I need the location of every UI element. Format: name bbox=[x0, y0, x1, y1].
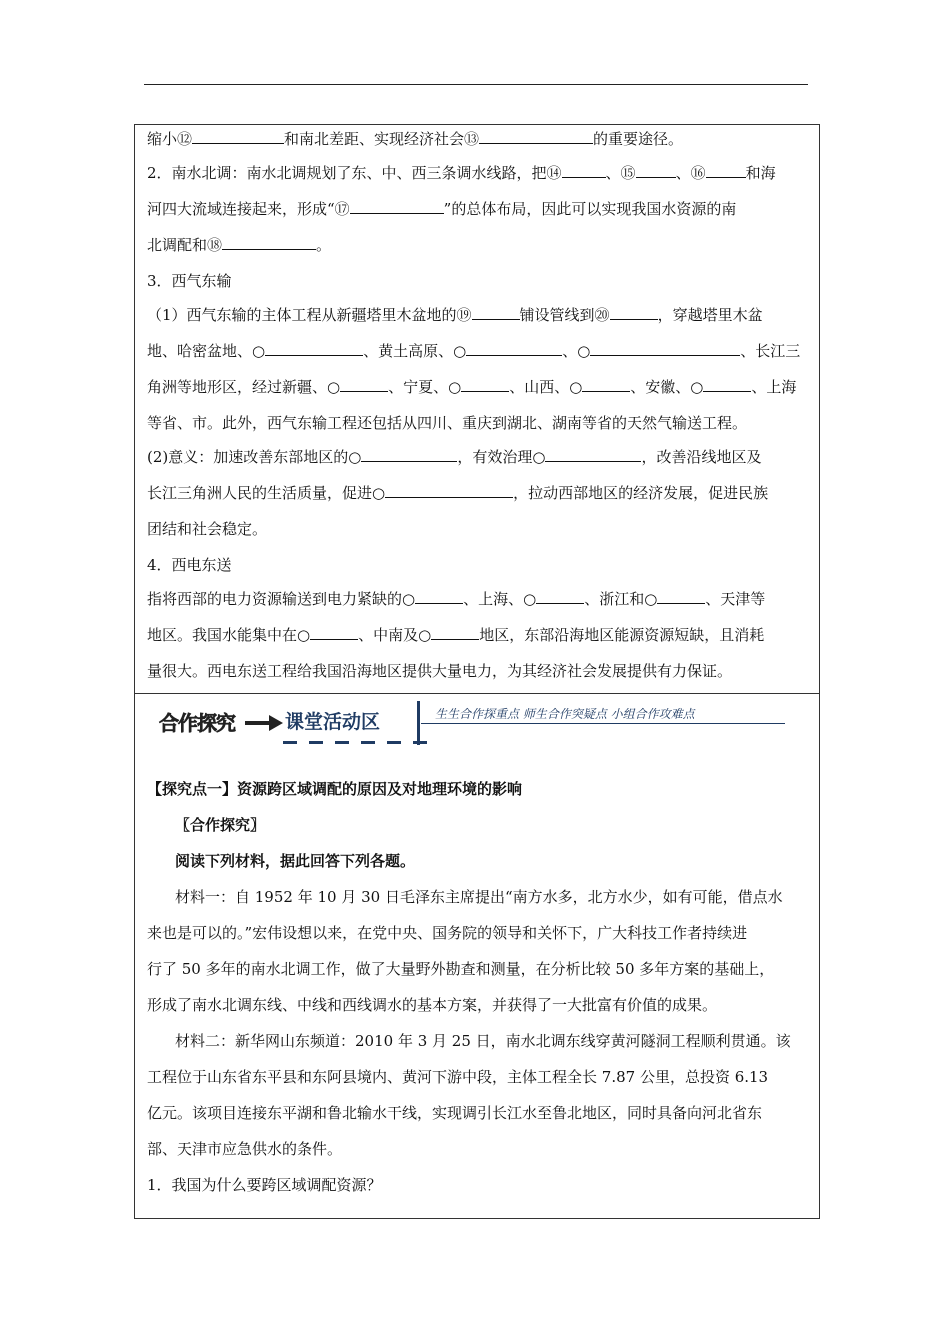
blank-20[interactable] bbox=[610, 305, 658, 320]
content-table bbox=[134, 124, 820, 1219]
activity-section bbox=[135, 693, 819, 1220]
blank-14[interactable] bbox=[562, 163, 606, 178]
fill-line-7: 地、哈密盆地、○ 、黄土高原、○ 、○ 、长江三 bbox=[147, 342, 801, 360]
banner-left-label: 合作探究 bbox=[159, 711, 235, 735]
blank-27[interactable] bbox=[703, 377, 751, 392]
blank-34[interactable] bbox=[310, 625, 358, 640]
blank-29[interactable] bbox=[545, 447, 641, 462]
material-1-line-1: 材料一：自 1952 年 10 月 30 日毛泽东主席提出“南方水多，北方水少，如有可能，借点水 bbox=[175, 888, 783, 906]
material-2-line-3: 亿元。该项目连接东平湖和鲁北输水干线，实现调引长江水至鲁北地区，同时具备向河北省东 bbox=[147, 1104, 763, 1122]
text-line-9: 等省、市。此外，西气东输工程还包括从四川、重庆到湖北、湖南等省的天然气输送工程。 bbox=[147, 414, 748, 432]
material-2-line-2: 工程位于山东省东平县和东阿县境内、黄河下游中段，主体工程全长 7.87 公里，总投资 6.13 bbox=[147, 1068, 769, 1086]
banner-bar bbox=[417, 701, 420, 745]
banner-dash bbox=[283, 741, 433, 744]
explore-heading: 【探究点一】资源跨区域调配的原因及对地理环境的影响 bbox=[147, 780, 523, 798]
blank-21[interactable] bbox=[265, 341, 363, 356]
blank-26[interactable] bbox=[582, 377, 630, 392]
fill-line-4: 北调配和⑱ 。 bbox=[147, 236, 332, 254]
blank-31[interactable] bbox=[415, 589, 463, 604]
section-heading-4: 4．西电东送 bbox=[147, 556, 232, 574]
fill-line-8: 角洲等地形区，经过新疆、○ 、宁夏、○ 、山西、○ 、安徽、○ 、上海 bbox=[147, 378, 797, 396]
blank-19[interactable] bbox=[472, 305, 520, 320]
fill-line-3: 河四大流域连接起来，形成“⑰ ”的总体布局，因此可以实现我国水资源的南 bbox=[147, 200, 737, 218]
banner-slogan: 生生合作探重点 师生合作突疑点 小组合作攻难点 bbox=[435, 707, 695, 721]
fill-line-1: 缩小⑫ 和南北差距、实现经济社会⑬ 的重要途径。 bbox=[147, 130, 684, 148]
text-line-16: 量很大。西电东送工程给我国沿海地区提供大量电力，为其经济社会发展提供有力保证。 bbox=[147, 662, 733, 680]
material-1-line-4: 形成了南水北调东线、中线和西线调水的基本方案，并获得了一大批富有价值的成果。 bbox=[147, 996, 718, 1014]
blank-25[interactable] bbox=[461, 377, 509, 392]
blank-24[interactable] bbox=[340, 377, 388, 392]
activity-banner bbox=[159, 701, 819, 753]
section-heading-3: 3．西气东输 bbox=[147, 272, 232, 290]
blank-13[interactable] bbox=[479, 129, 593, 144]
material-2-line-4: 部、天津市应急供水的条件。 bbox=[147, 1140, 343, 1158]
material-1-line-2: 来也是可以的。”宏伟设想以来，在党中央、国务院的领导和关怀下，广大科技工作者持续进 bbox=[147, 924, 748, 942]
fill-line-10: (2)意义：加速改善东部地区的○ ，有效治理○ ，改善沿线地区及 bbox=[147, 448, 762, 466]
blank-23[interactable] bbox=[590, 341, 740, 356]
arrow-right-icon bbox=[245, 715, 283, 731]
blank-35[interactable] bbox=[431, 625, 479, 640]
blank-17[interactable] bbox=[350, 199, 444, 214]
blank-28[interactable] bbox=[361, 447, 457, 462]
blank-30[interactable] bbox=[385, 483, 513, 498]
blank-22[interactable] bbox=[466, 341, 562, 356]
blank-12[interactable] bbox=[192, 129, 284, 144]
blank-33[interactable] bbox=[657, 589, 705, 604]
blank-18[interactable] bbox=[222, 235, 316, 250]
question-1: 1．我国为什么要跨区域调配资源？ bbox=[147, 1176, 382, 1194]
fill-line-11: 长江三角洲人民的生活质量，促进○ ，拉动西部地区的经济发展，促进民族 bbox=[147, 484, 769, 502]
banner-title: 课堂活动区 bbox=[285, 711, 381, 733]
header-rule bbox=[144, 84, 808, 85]
blank-15[interactable] bbox=[636, 163, 676, 178]
text-line-12: 团结和社会稳定。 bbox=[147, 520, 268, 538]
fill-line-6: （1）西气东输的主体工程从新疆塔里木盆地的⑲ 铺设管线到⑳ ，穿越塔里木盆 bbox=[147, 306, 763, 324]
material-1-line-3: 行了 50 多年的南水北调工作，做了大量野外勘查和测量，在分析比较 50 多年方案的基础上， bbox=[147, 960, 775, 978]
coop-subheading: 〖合作探究〗 bbox=[175, 816, 266, 834]
fill-line-2: 2．南水北调：南水北调规划了东、中、西三条调水线路，把⑭ 、⑮ 、⑯ 和海 bbox=[147, 164, 776, 182]
banner-slogan-rule bbox=[421, 723, 785, 724]
fill-line-14: 指将西部的电力资源输送到电力紧缺的○ 、上海、○ 、浙江和○ 、天津等 bbox=[147, 590, 766, 608]
material-2-line-1: 材料二：新华网山东频道：2010 年 3 月 25 日，南水北调东线穿黄河隧洞工程顺利贯通。该 bbox=[175, 1032, 791, 1050]
fill-line-15: 地区。我国水能集中在○ 、中南及○ 地区，东部沿海地区能源资源短缺，且消耗 bbox=[147, 626, 765, 644]
instruction: 阅读下列材料，据此回答下列各题。 bbox=[175, 852, 416, 870]
blank-32[interactable] bbox=[536, 589, 584, 604]
blank-16[interactable] bbox=[706, 163, 746, 178]
